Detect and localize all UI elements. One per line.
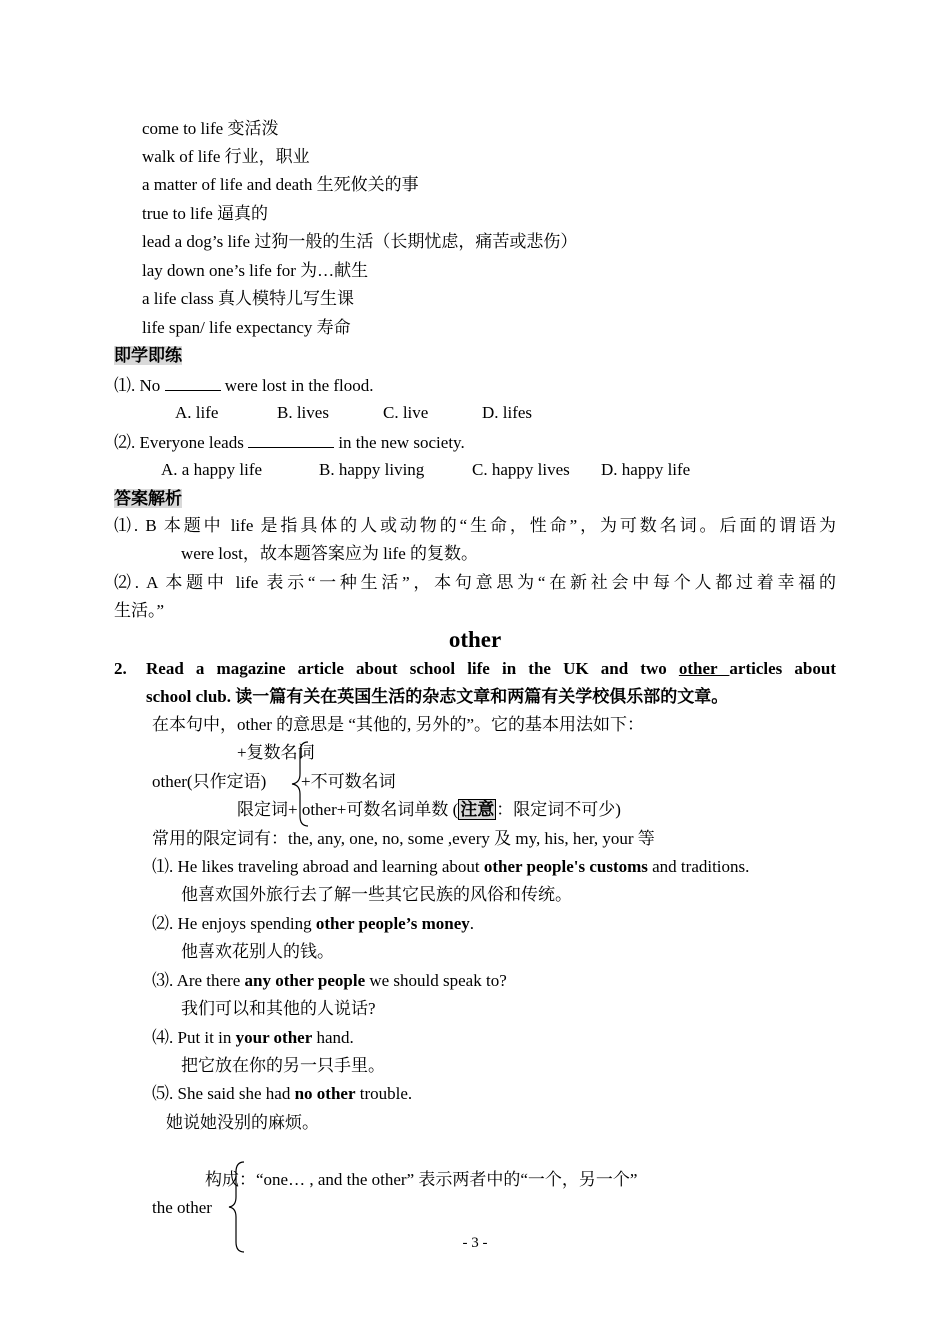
idiom-4: true to life 逼真的 <box>142 204 269 223</box>
idiom-7: a life class 真人模特儿写生课 <box>142 289 354 308</box>
example-3: ⑶. Are there any other people we should speak to? <box>152 971 507 990</box>
example-4-translation: 把它放在你的另一只手里。 <box>181 1056 385 1075</box>
section-title: other <box>448 627 502 652</box>
answers-heading: 答案解析 <box>114 489 182 508</box>
usage-intro: 在本句中，other 的意思是 “其他的, 另外的”。它的基本用法如下： <box>152 715 645 734</box>
example-2-translation: 他喜欢花别人的钱。 <box>181 942 334 961</box>
q1-options <box>0 402 950 424</box>
idiom-2: walk of life 行业，职业 <box>142 147 310 166</box>
idiom-5: lead a dog’s life 过狗一般的生活（长期忧虑，痛苦或悲伤） <box>142 232 578 251</box>
note-label: 注意 <box>460 800 495 819</box>
item-line-1: Read a magazine article about school life in the UK and two other articles about <box>146 659 836 678</box>
usage-plural: +复数名词 <box>237 743 315 762</box>
example-1: ⑴. He likes traveling abroad and learning about other people's customs and traditions. <box>152 857 750 876</box>
usage-brace <box>288 740 312 828</box>
item-number: 2. <box>114 659 127 678</box>
practice-question-1: ⑴. No were lost in the flood. <box>114 376 374 395</box>
q1-option-d: D. lifes <box>482 403 533 422</box>
q2-option-a: A. a happy life <box>161 460 263 479</box>
example-3-translation: 我们可以和其他的人说话? <box>181 999 376 1018</box>
page-number: - 3 - <box>462 1235 488 1251</box>
q1-option-a: A. life <box>175 403 219 422</box>
idiom-6: lay down one’s life for 为…献生 <box>142 261 369 280</box>
example-5: ⑸. She said she had no other trouble. <box>152 1084 413 1103</box>
q2-options <box>0 459 950 481</box>
q2-option-b: B. happy living <box>319 460 425 479</box>
answer-2-line-2: 生活。” <box>114 601 165 620</box>
the-other-structure: 构成：“one… , and the other” 表示两者中的“一个，另一个” <box>205 1170 638 1189</box>
usage-determiner: 限定词+ other+可数名词单数 ( 注意 ：限定词不可少) <box>237 800 621 819</box>
usage-uncountable: +不可数名词 <box>301 772 396 791</box>
q2-option-c: C. happy lives <box>472 460 570 479</box>
practice-question-2: ⑵. Everyone leads in the new society. <box>114 433 465 452</box>
answer-2-line-1: ⑵. A 本题中 life 表示“一种生活”，本句意思为“在新社会中每个人都过着幸福的 <box>114 573 836 592</box>
example-2: ⑵. He enjoys spending other people’s money. <box>152 914 475 933</box>
q1-option-b: B. lives <box>277 403 329 422</box>
usage-label: other(只作定语) <box>152 772 267 791</box>
q1-option-c: C. live <box>383 403 429 422</box>
item-line-2: school club. 读一篇有关在英国生活的杂志文章和两篇有关学校俱乐部的文章。 <box>146 687 729 706</box>
example-4: ⑷. Put it in your other hand. <box>152 1028 354 1047</box>
example-5-translation: 她说她没别的麻烦。 <box>166 1113 319 1132</box>
idiom-8: life span/ life expectancy 寿命 <box>142 318 351 337</box>
practice-heading: 即学即练 <box>114 346 182 365</box>
q2-option-d: D. happy life <box>601 460 691 479</box>
answer-1-line-1: ⑴. B 本题中 life 是指具体的人或动物的“生命，性命”，为可数名词。后面的谓语为 <box>114 516 836 535</box>
determiners-list: 常用的限定词有：the, any, one, no, some ,every 及 my, his, her, your 等 <box>152 829 655 848</box>
answer-blank <box>248 431 334 448</box>
the-other-label: the other <box>152 1198 212 1217</box>
answer-1-line-2: were lost，故本题答案应为 life 的复数。 <box>181 544 478 563</box>
answer-blank <box>165 374 221 391</box>
idiom-3: a matter of life and death 生死攸关的事 <box>142 175 419 194</box>
idiom-1: come to life 变活泼 <box>142 119 279 138</box>
example-1-translation: 他喜欢国外旅行去了解一些其它民族的风俗和传统。 <box>181 885 572 904</box>
